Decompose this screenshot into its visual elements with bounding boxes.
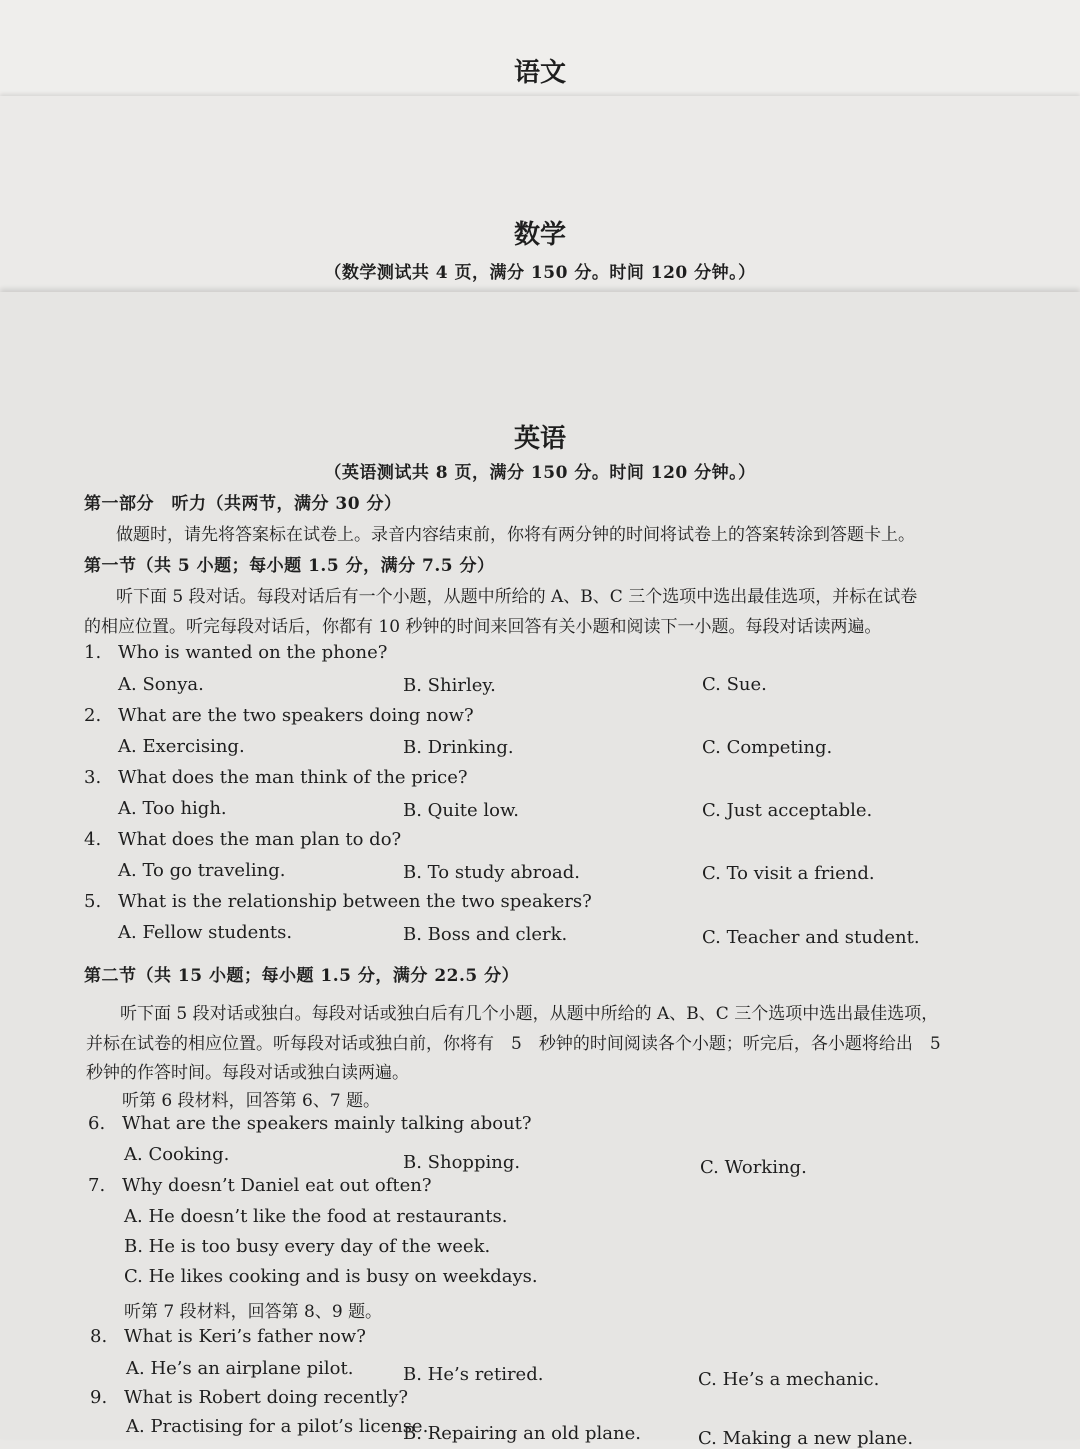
question-text: Why doesn’t Daniel eat out often? bbox=[122, 1175, 432, 1196]
q9-option-c: C. Making a new plane. bbox=[698, 1428, 914, 1449]
question-number: 9. bbox=[90, 1387, 108, 1408]
question-number: 5. bbox=[84, 891, 102, 912]
question-3 bbox=[84, 767, 468, 788]
section1-instruction-line1: 听下面 5 段对话。每段对话后有一个小题，从题中所给的 A、B、C 三个选项中选出最佳选项，并标在试卷 bbox=[116, 587, 918, 607]
part1-instruction: 做题时，请先将答案标在试卷上。录音内容结束前，你将有两分钟的时间将试卷上的答案转涂到答题卡上。 bbox=[116, 525, 915, 545]
question-text: What does the man plan to do? bbox=[118, 829, 402, 850]
q7-option-b: B. He is too busy every day of the week. bbox=[124, 1236, 491, 1257]
section2-instruction-line2: 并标在试卷的相应位置。听每段对话或独白前，你将有 5 秒钟的时间阅读各个小题；听完后，各小题将给出 5 bbox=[86, 1034, 941, 1054]
q9-option-b: B. Repairing an old plane. bbox=[403, 1423, 641, 1444]
english-note: （英语测试共 8 页，满分 150 分。时间 120 分钟。） bbox=[324, 463, 756, 483]
material-6-label: 听第 6 段材料，回答第 6、7 题。 bbox=[122, 1091, 381, 1111]
english-title: 英语 bbox=[513, 424, 566, 454]
question-text: Who is wanted on the phone? bbox=[118, 642, 388, 663]
question-6 bbox=[88, 1113, 532, 1134]
question-text: What is Keri’s father now? bbox=[124, 1326, 366, 1347]
q4-option-a: A. To go traveling. bbox=[118, 860, 286, 881]
question-number: 4. bbox=[84, 829, 102, 850]
question-1 bbox=[84, 642, 387, 663]
q1-option-a: A. Sonya. bbox=[118, 674, 204, 695]
q4-option-c: C. To visit a friend. bbox=[702, 863, 875, 884]
q1-option-b: B. Shirley. bbox=[403, 675, 496, 696]
question-number: 1. bbox=[84, 642, 102, 663]
q2-option-a: A. Exercising. bbox=[118, 736, 245, 757]
q2-option-c: C. Competing. bbox=[702, 737, 833, 758]
question-number: 6. bbox=[88, 1113, 106, 1134]
question-number: 3. bbox=[84, 767, 102, 788]
q3-option-c: C. Just acceptable. bbox=[702, 800, 873, 821]
q3-option-a: A. Too high. bbox=[118, 798, 227, 819]
section1-heading: 第一节（共 5 小题；每小题 1.5 分，满分 7.5 分） bbox=[84, 556, 495, 576]
q5-option-c: C. Teacher and student. bbox=[702, 927, 920, 948]
question-8 bbox=[90, 1326, 366, 1347]
question-5 bbox=[84, 891, 592, 912]
question-text: What does the man think of the price? bbox=[118, 767, 468, 788]
chinese-title: 语文 bbox=[513, 58, 566, 88]
q3-option-b: B. Quite low. bbox=[403, 800, 519, 821]
question-text: What is Robert doing recently? bbox=[124, 1387, 408, 1408]
q5-option-a: A. Fellow students. bbox=[118, 922, 293, 943]
section1-instruction-line2: 的相应位置。听完每段对话后，你都有 10 秒钟的时间来回答有关小题和阅读下一小题。每段对话读两遍。 bbox=[84, 617, 882, 637]
question-7 bbox=[88, 1175, 432, 1196]
question-2 bbox=[84, 705, 474, 726]
question-9 bbox=[90, 1387, 408, 1408]
sheet-english bbox=[0, 292, 1080, 1449]
math-title: 数学 bbox=[513, 220, 566, 250]
section2-instruction-line1: 听下面 5 段对话或独白。每段对话或独白后有几个小题，从题中所给的 A、B、C 三个选项中选出最佳选项， bbox=[120, 1004, 939, 1024]
q7-option-c: C. He likes cooking and is busy on weekdays. bbox=[124, 1266, 538, 1287]
q2-option-b: B. Drinking. bbox=[403, 737, 514, 758]
q5-option-b: B. Boss and clerk. bbox=[403, 924, 568, 945]
q6-option-c: C. Working. bbox=[700, 1157, 807, 1178]
part1-heading: 第一部分 听力（共两节，满分 30 分） bbox=[84, 494, 402, 514]
question-number: 7. bbox=[88, 1175, 106, 1196]
question-text: What is the relationship between the two speakers? bbox=[118, 891, 592, 912]
q7-option-a: A. He doesn’t like the food at restaurants. bbox=[124, 1206, 508, 1227]
q4-option-b: B. To study abroad. bbox=[403, 862, 580, 883]
section2-heading: 第二节（共 15 小题；每小题 1.5 分，满分 22.5 分） bbox=[84, 966, 520, 986]
sheet-math bbox=[0, 96, 1080, 301]
q1-option-c: C. Sue. bbox=[702, 674, 767, 695]
q8-option-c: C. He’s a mechanic. bbox=[698, 1369, 880, 1390]
question-number: 8. bbox=[90, 1326, 108, 1347]
sheet-chinese bbox=[0, 0, 1080, 100]
math-note: （数学测试共 4 页，满分 150 分。时间 120 分钟。） bbox=[324, 263, 756, 283]
section2-instruction-line3: 秒钟的作答时间。每段对话或独白读两遍。 bbox=[86, 1063, 409, 1083]
material-7-label: 听第 7 段材料，回答第 8、9 题。 bbox=[124, 1302, 383, 1322]
q9-option-a: A. Practising for a pilot’s license. bbox=[126, 1416, 429, 1437]
q6-option-b: B. Shopping. bbox=[403, 1152, 521, 1173]
q6-option-a: A. Cooking. bbox=[124, 1144, 230, 1165]
q8-option-a: A. He’s an airplane pilot. bbox=[126, 1358, 354, 1379]
question-4 bbox=[84, 829, 401, 850]
q8-option-b: B. He’s retired. bbox=[403, 1364, 544, 1385]
question-number: 2. bbox=[84, 705, 102, 726]
question-text: What are the two speakers doing now? bbox=[118, 705, 474, 726]
question-text: What are the speakers mainly talking about? bbox=[122, 1113, 532, 1134]
